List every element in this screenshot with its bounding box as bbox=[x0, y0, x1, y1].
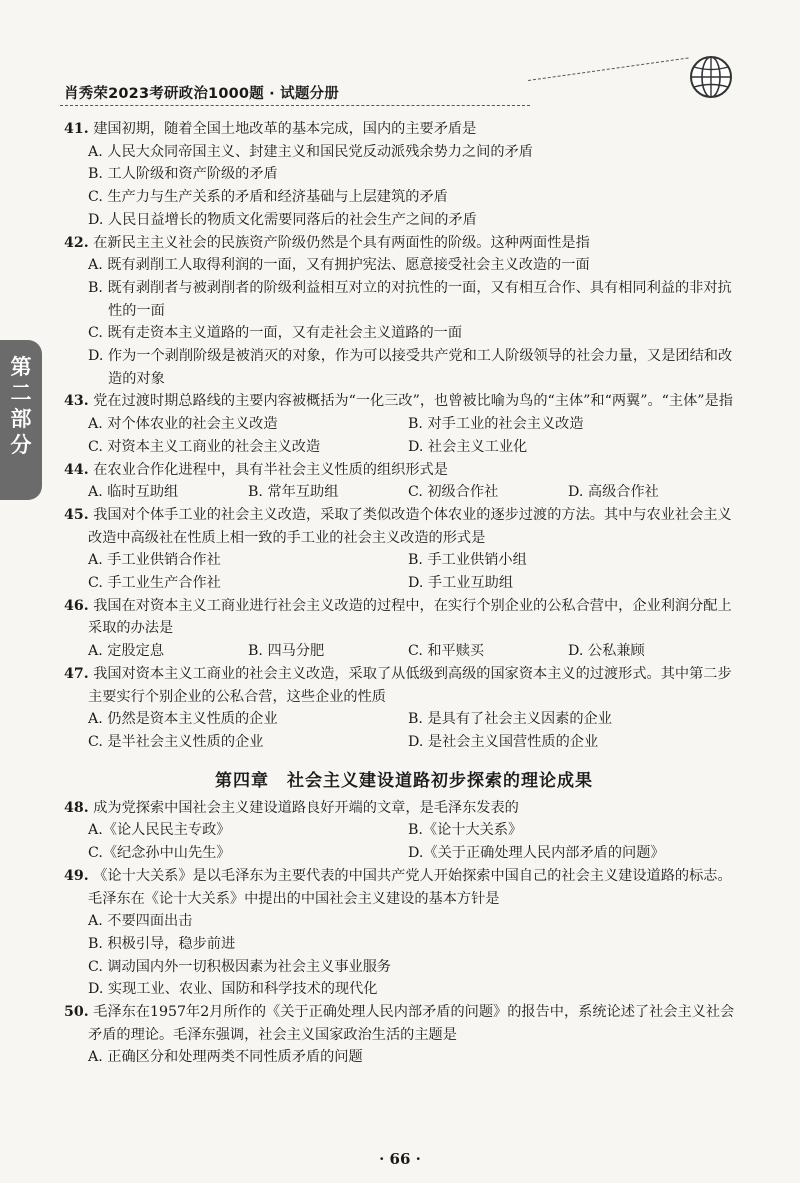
question-stem: 我国对资本主义工商业的社会主义改造，采取了从低级到高级的国家资本主义的过渡形式。其中第二步主要实行个别企业的公私合营，这些企业的性质 bbox=[88, 665, 732, 705]
section-side-tab bbox=[0, 340, 42, 500]
book-title: 肖秀荣2023考研政治1000题 · 试题分册 bbox=[64, 86, 339, 102]
side-tab-label: 第二部分 bbox=[10, 355, 32, 457]
question-47 bbox=[64, 663, 744, 754]
option-b: B.《论十大关系》 bbox=[408, 822, 523, 839]
option-d: D. 公私兼顾 bbox=[568, 643, 645, 660]
option-b: B. 工人阶级和资产阶级的矛盾 bbox=[88, 166, 278, 183]
page-number: · 66 · bbox=[379, 1150, 421, 1168]
question-50 bbox=[64, 1001, 744, 1069]
question-number: 43. bbox=[64, 393, 89, 410]
question-stem: 我国对个体手工业的社会主义改造，采取了类似改造个体农业的逐步过渡的方法。其中与农业社会主义改造中高级社在性质上相一致的手工业的社会主义改造的形式是 bbox=[88, 506, 732, 546]
option-b: B. 对手工业的社会主义改造 bbox=[408, 416, 584, 433]
option-c: C. 对资本主义工商业的社会主义改造 bbox=[88, 438, 321, 455]
question-49 bbox=[64, 865, 744, 1001]
option-a: A. 正确区分和处理两类不同性质矛盾的问题 bbox=[88, 1049, 363, 1066]
question-number: 49. bbox=[64, 867, 89, 884]
option-b: B. 常年互助组 bbox=[248, 484, 339, 501]
option-d: D. 人民日益增长的物质文化需要同落后的社会生产之间的矛盾 bbox=[88, 211, 477, 228]
question-list bbox=[64, 118, 744, 1069]
question-number: 45. bbox=[64, 506, 89, 523]
option-a: A. 仍然是资本主义性质的企业 bbox=[88, 711, 278, 728]
option-b: B. 手工业供销小组 bbox=[408, 552, 527, 569]
question-number: 47. bbox=[64, 665, 89, 682]
option-d: D.《关于正确处理人民内部矛盾的问题》 bbox=[408, 845, 665, 862]
globe-logo-icon bbox=[688, 54, 734, 100]
option-c: C. 生产力与生产关系的矛盾和经济基础与上层建筑的矛盾 bbox=[88, 189, 448, 206]
chapter-heading: 第四章 社会主义建设道路初步探索的理论成果 bbox=[215, 770, 593, 791]
running-header bbox=[60, 74, 750, 110]
option-c: C.《纪念孙中山先生》 bbox=[88, 845, 231, 862]
question-number: 41. bbox=[64, 121, 89, 137]
option-a: A. 手工业供销合作社 bbox=[88, 552, 221, 569]
question-number: 46. bbox=[64, 597, 89, 614]
option-a: A. 人民大众同帝国主义、封建主义和国民党反动派残余势力之间的矛盾 bbox=[88, 143, 533, 160]
option-a: A.《论人民民主专政》 bbox=[88, 822, 231, 839]
question-45 bbox=[64, 504, 744, 595]
question-stem: 建国初期，随着全国土地改革的基本完成，国内的主要矛盾是 bbox=[93, 121, 477, 137]
option-d: D. 高级合作社 bbox=[568, 484, 659, 501]
question-stem: 党在过渡时期总路线的主要内容被概括为“一化三改”，也曾被比喻为鸟的“主体”和“两翼”。“主体”是指 bbox=[93, 393, 733, 410]
question-44 bbox=[64, 459, 744, 504]
option-b: B. 四马分肥 bbox=[248, 643, 325, 660]
question-stem: 在新民主主义社会的民族资产阶级仍然是个具有两面性的阶级。这种两面性是指 bbox=[93, 234, 590, 251]
option-c: C. 初级合作社 bbox=[408, 484, 499, 501]
option-b: B. 积极引导，稳步前进 bbox=[88, 935, 236, 952]
question-number: 44. bbox=[64, 461, 89, 478]
question-number: 42. bbox=[64, 234, 89, 251]
question-stem: 毛泽东在1957年2月所作的《关于正确处理人民内部矛盾的问题》的报告中，系统论述了社会主义社会矛盾的理论。毛泽东强调，社会主义国家政治生活的主题是 bbox=[88, 1004, 735, 1043]
question-stem: 《论十大关系》是以毛泽东为主要代表的中国共产党人开始探索中国自己的社会主义建设道路的标志。毛泽东在《论十大关系》中提出的中国社会主义建设的基本方针是 bbox=[88, 867, 732, 907]
question-46 bbox=[64, 595, 744, 663]
option-a: A. 定股定息 bbox=[88, 643, 165, 660]
option-b: B. 既有剥削者与被剥削者的阶级利益相互对立的对抗性的一面，又有相互合作、具有相同利益的非对抗性的一面 bbox=[88, 279, 732, 319]
question-number: 50. bbox=[64, 1004, 89, 1021]
header-rule bbox=[60, 105, 530, 106]
option-d: D. 是社会主义国营性质的企业 bbox=[408, 733, 599, 750]
header-rule-diagonal bbox=[528, 57, 689, 81]
option-a: A. 不要四面出击 bbox=[88, 913, 193, 930]
question-number: 48. bbox=[64, 799, 89, 816]
question-stem: 我国在对资本主义工商业进行社会主义改造的过程中，在实行个别企业的公私合营中，企业利润分配上采取的办法是 bbox=[88, 597, 732, 637]
option-c: C. 手工业生产合作社 bbox=[88, 575, 221, 592]
option-b: B. 是具有了社会主义因素的企业 bbox=[408, 711, 612, 728]
option-c: C. 既有走资本主义道路的一面，又有走社会主义道路的一面 bbox=[88, 325, 463, 342]
option-d: D. 作为一个剥削阶级是被消灭的对象，作为可以接受共产党和工人阶级领导的社会力量，又是团结和改造的对象 bbox=[88, 348, 733, 387]
question-stem: 在农业合作化进程中，具有半社会主义性质的组织形式是 bbox=[93, 461, 448, 478]
question-stem: 成为党探索中国社会主义建设道路良好开端的文章，是毛泽东发表的 bbox=[93, 799, 519, 816]
question-42 bbox=[64, 232, 744, 391]
question-43 bbox=[64, 390, 744, 458]
option-a: A. 既有剥削工人取得利润的一面，又有拥护宪法、愿意接受社会主义改造的一面 bbox=[88, 257, 590, 274]
option-c: C. 是半社会主义性质的企业 bbox=[88, 733, 264, 750]
option-d: D. 实现工业、农业、国防和科学技术的现代化 bbox=[88, 981, 378, 998]
option-c: C. 调动国内外一切积极因素为社会主义事业服务 bbox=[88, 958, 392, 975]
question-41 bbox=[64, 118, 744, 232]
option-a: A. 对个体农业的社会主义改造 bbox=[88, 416, 278, 433]
option-a: A. 临时互助组 bbox=[88, 484, 179, 501]
option-c: C. 和平赎买 bbox=[408, 643, 485, 660]
question-48 bbox=[64, 797, 744, 865]
option-d: D. 社会主义工业化 bbox=[408, 438, 528, 455]
option-d: D. 手工业互助组 bbox=[408, 575, 514, 592]
